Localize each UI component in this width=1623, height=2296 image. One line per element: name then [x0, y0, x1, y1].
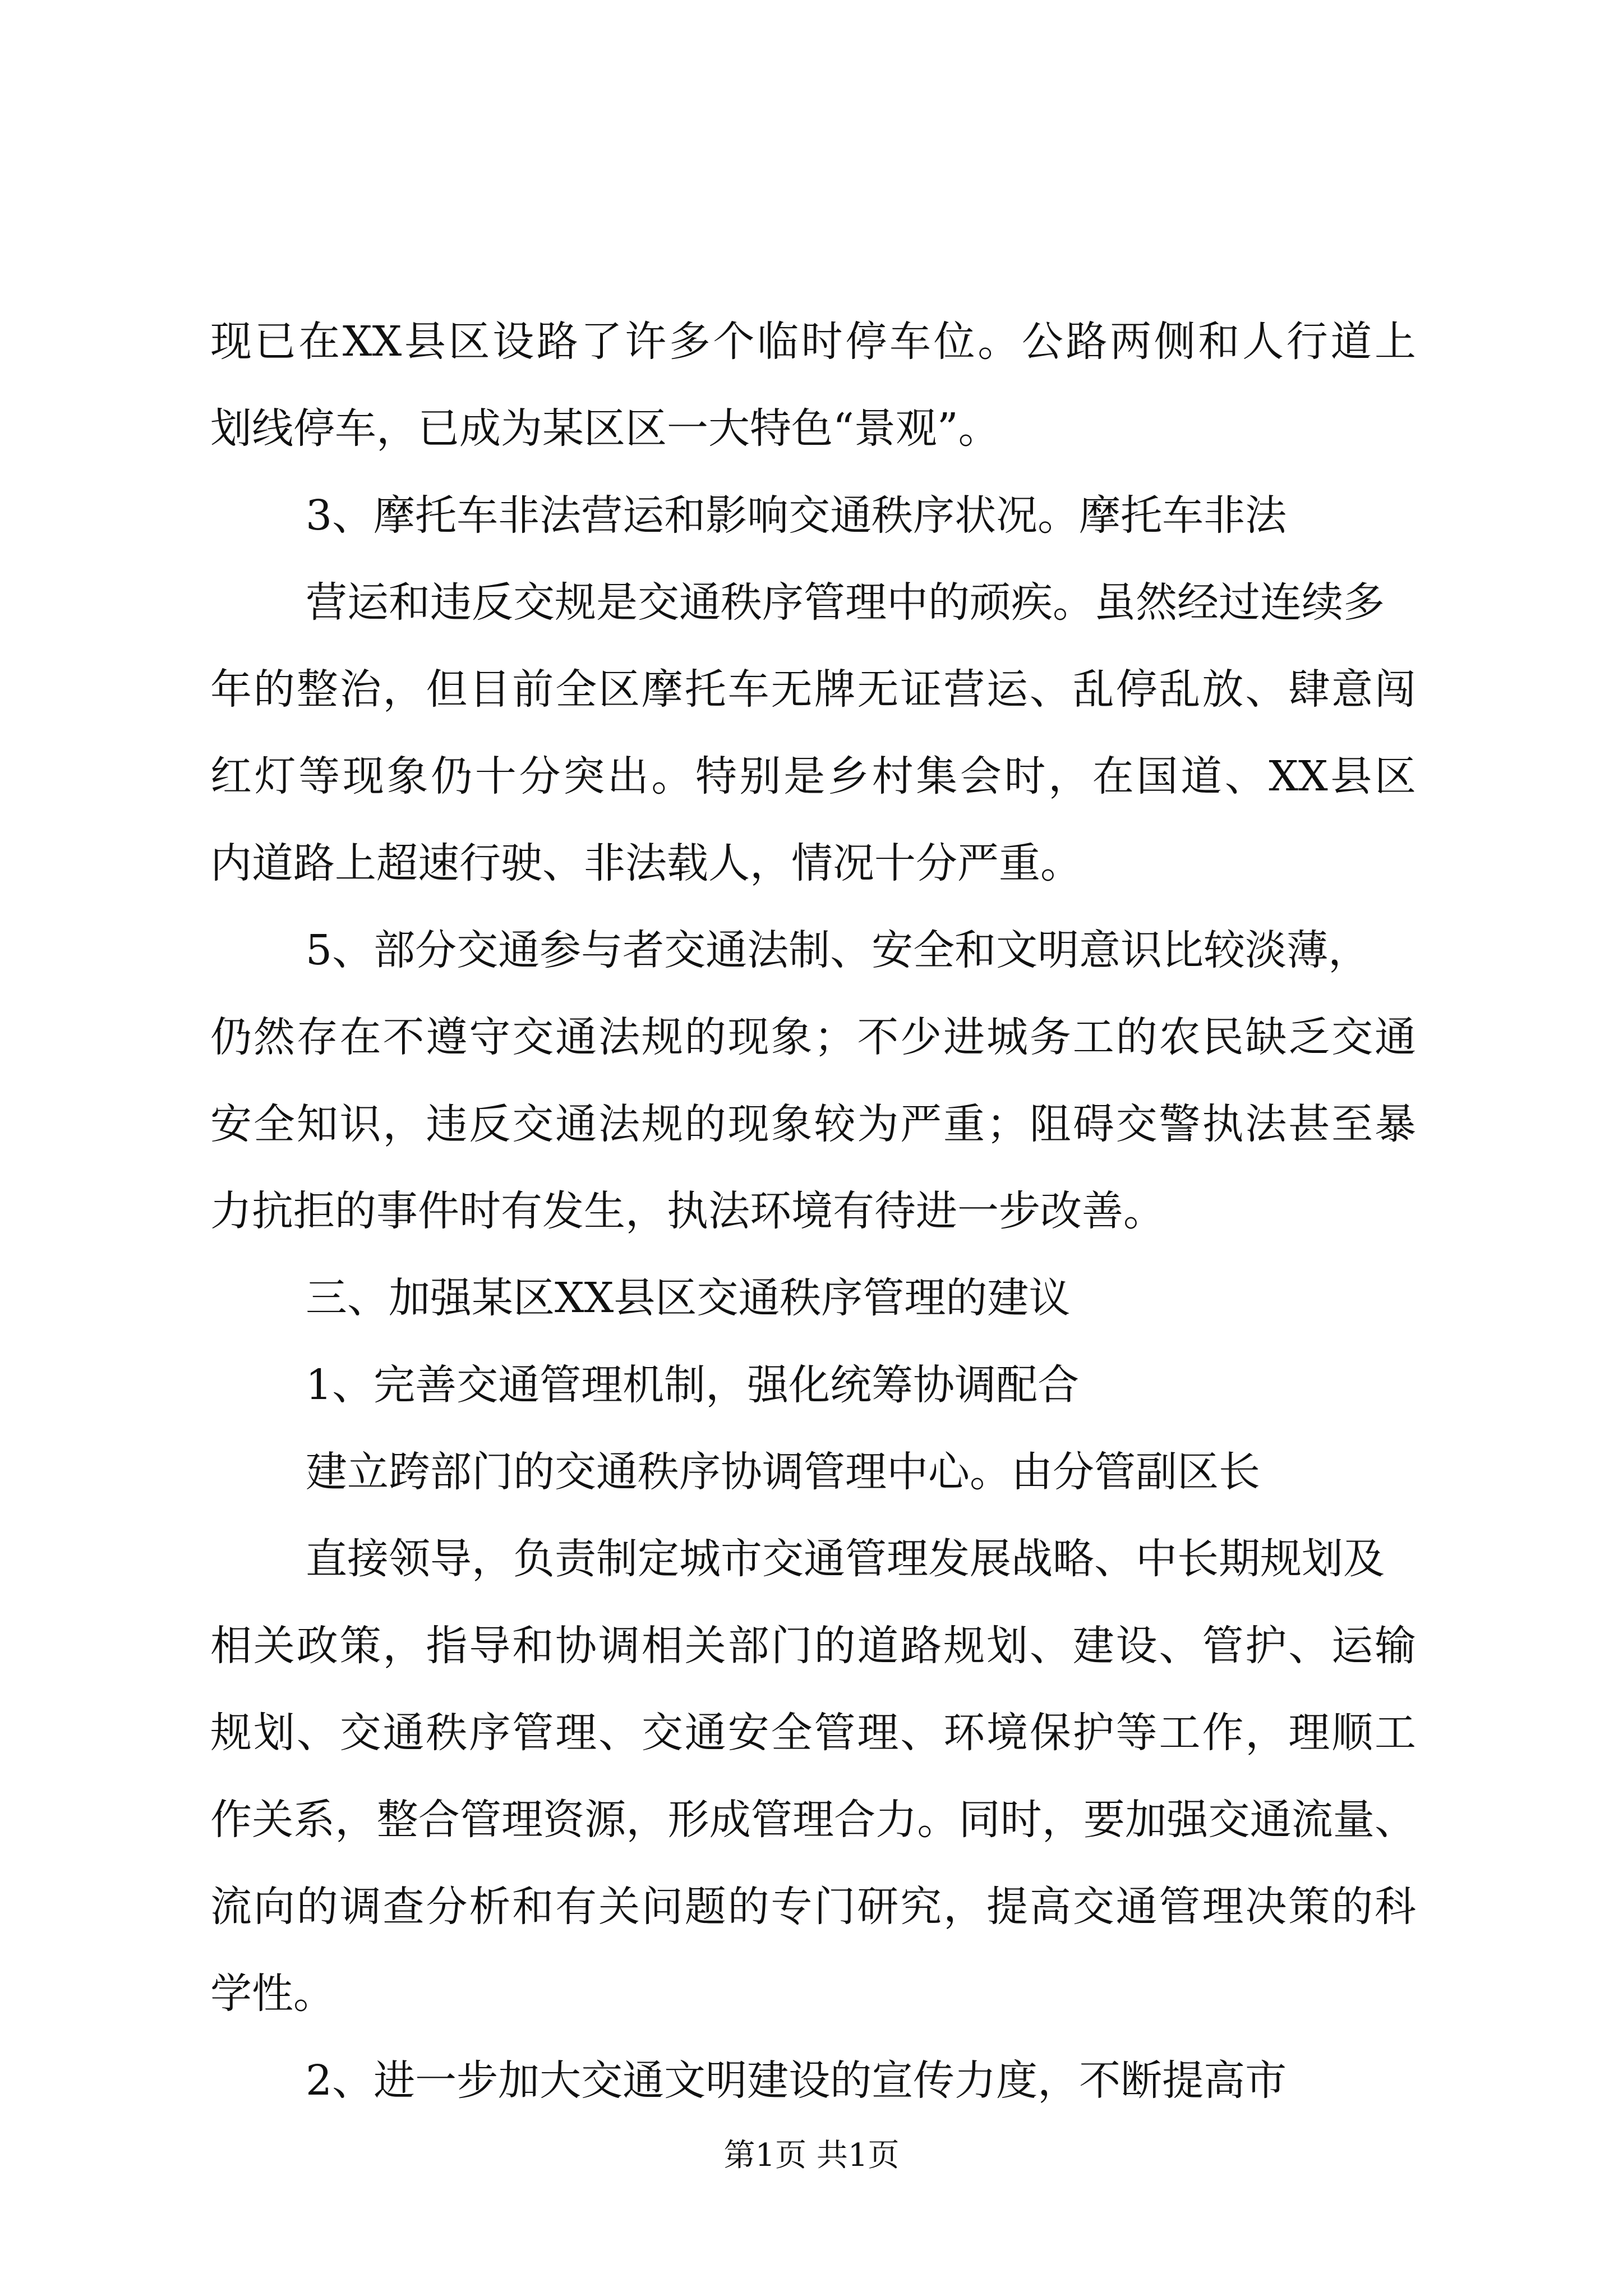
text-line: 相关政策，指导和协调相关部门的道路规划、建设、管护、运输: [210, 1622, 1416, 1670]
text-line: 2、进一步加大交通文明建设的宣传力度，不断提高市: [306, 2056, 1287, 2105]
page-footer: 第1页 共1页: [723, 2137, 900, 2174]
subsection-heading: 1、完善交通管理机制，强化统筹协调配合: [306, 1361, 1080, 1409]
text-line: 划线停车，已成为某区区一大特色“景观”。: [210, 404, 1000, 453]
text-line: 现已在XX县区设路了许多个临时停车位。公路两侧和人行道上: [210, 318, 1416, 366]
section-heading: 三、加强某区XX县区交通秩序管理的建议: [306, 1274, 1071, 1322]
text-line: 力抗拒的事件时有发生，执法环境有待进一步改善。: [210, 1187, 1165, 1235]
text-line: 5、部分交通参与者交通法制、安全和文明意识比较淡薄，: [306, 926, 1370, 974]
text-line: 年的整治，但目前全区摩托车无牌无证营运、乱停乱放、肆意闯: [210, 665, 1416, 714]
text-line: 作关系，整合管理资源，形成管理合力。同时，要加强交通流量、: [210, 1796, 1416, 1844]
text-line: 3、摩托车非法营运和影响交通秩序状况。摩托车非法: [306, 491, 1287, 540]
text-line: 学性。: [210, 1970, 335, 2018]
text-line: 营运和违反交规是交通秩序管理中的顽疾。虽然经过连续多: [306, 578, 1385, 627]
text-line: 规划、交通秩序管理、交通安全管理、环境保护等工作，理顺工: [210, 1709, 1416, 1757]
text-line: 安全知识，违反交通法规的现象较为严重；阻碍交警执法甚至暴: [210, 1100, 1416, 1148]
text-line: 建立跨部门的交通秩序协调管理中心。由分管副区长: [306, 1448, 1260, 1496]
text-line: 内道路上超速行驶、非法载人，情况十分严重。: [210, 839, 1082, 887]
text-line: 仍然存在不遵守交通法规的现象；不少进城务工的农民缺乏交通: [210, 1013, 1416, 1061]
text-line: 直接领导，负责制定城市交通管理发展战略、中长期规划及: [306, 1535, 1385, 1583]
text-line: 流向的调查分析和有关问题的专门研究，提高交通管理决策的科: [210, 1883, 1416, 1931]
text-line: 红灯等现象仍十分突出。特别是乡村集会时，在国道、XX县区: [210, 752, 1416, 800]
